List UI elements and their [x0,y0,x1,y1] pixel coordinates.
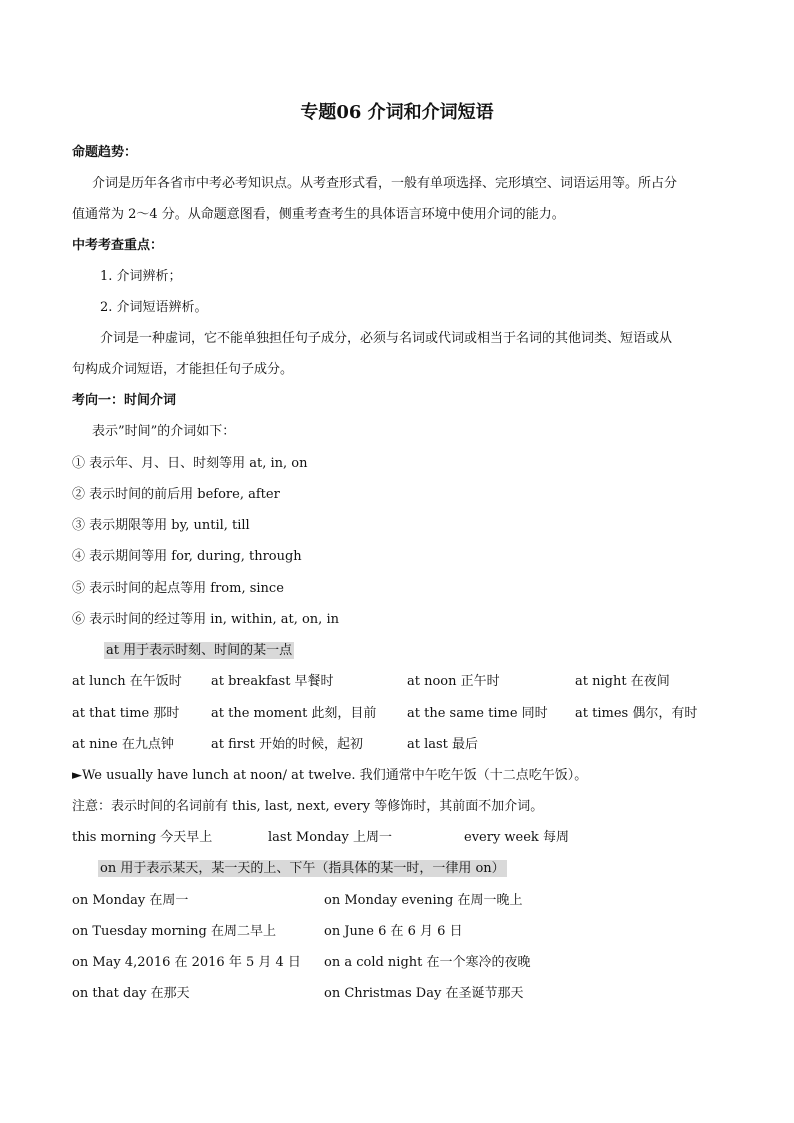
phrase-item: on a cold night 在一个寒冷的夜晚 [324,955,531,970]
phrase-item: at lunch 在午饭时 [72,674,182,689]
list-item: ② 表示时间的前后用 before, after [72,487,280,502]
note: 注意：表示时间的名词前有 this, last, next, every 等修饰时，其前面不加介词。 [72,799,544,814]
phrase-item: every week 每周 [464,830,569,845]
phrase-item: at that time 那时 [72,706,180,721]
phrase-item: on June 6 在 6 月 6 日 [324,924,463,939]
trend-paragraph-line-1: 介词是历年各省市中考必考知识点。从考查形式看，一般有单项选择、完形填空、词语运用等。所占分 [92,176,678,191]
phrase-item: at the same time 同时 [407,706,548,721]
focus-item-1: 1. 介词辨析； [100,269,182,284]
phrase-item: on Monday evening 在周一晚上 [324,893,523,908]
phrase-item: on Tuesday morning 在周二早上 [72,924,277,939]
focus-item-2: 2. 介词短语辨析。 [100,300,208,315]
phrase-item: at night 在夜间 [575,674,670,689]
direction-1-heading: 考向一：时间介词 [72,393,177,408]
list-item: ⑤ 表示时间的起点等用 from, since [72,581,284,596]
phrase-item: on May 4,2016 在 2016 年 5 月 4 日 [72,955,301,970]
definition-line-1: 介词是一种虚词，它不能单独担任句子成分，必须与名词或代词或相当于名词的其他词类、短语或从 [100,331,673,346]
focus-heading: 中考考查重点： [72,238,164,253]
phrase-item: at noon 正午时 [407,674,500,689]
at-usage-heading: at 用于表示时刻、时间的某一点 [106,643,293,658]
list-item: ③ 表示期限等用 by, until, till [72,518,250,533]
phrase-item: at last 最后 [407,737,479,752]
example-sentence: ►We usually have lunch at noon/ at twelve. 我们通常中午吃午饭（十二点吃午饭）。 [72,768,588,783]
phrase-item: at breakfast 早餐时 [211,674,334,689]
phrase-item: at first 开始的时候，起初 [211,737,364,752]
phrase-item: on Christmas Day 在圣诞节那天 [324,986,524,1001]
trend-heading: 命题趋势： [72,145,138,160]
definition-line-2: 句构成介词短语，才能担任句子成分。 [72,362,294,377]
trend-paragraph-line-2: 值通常为 2～4 分。从命题意图看，侧重考查考生的具体语言环境中使用介词的能力。 [72,207,565,222]
phrase-item: at times 偶尔，有时 [575,706,698,721]
phrase-item: on Monday 在周一 [72,893,189,908]
phrase-item: last Monday 上周一 [268,830,392,845]
phrase-item: on that day 在那天 [72,986,190,1001]
phrase-item: at the moment 此刻，目前 [211,706,377,721]
time-preposition-intro: 表示”时间”的介词如下： [92,424,236,439]
list-item: ④ 表示期间等用 for, during, through [72,549,302,564]
on-usage-heading: on 用于表示某天，某一天的上、下午（指具体的某一时，一律用 on） [100,861,505,876]
phrase-item: this morning 今天早上 [72,830,213,845]
phrase-item: at nine 在九点钟 [72,737,174,752]
list-item: ① 表示年、月、日、时刻等用 at, in, on [72,456,308,471]
list-item: ⑥ 表示时间的经过等用 in, within, at, on, in [72,612,339,627]
page-title: 专题06 介词和介词短语 [300,102,494,123]
